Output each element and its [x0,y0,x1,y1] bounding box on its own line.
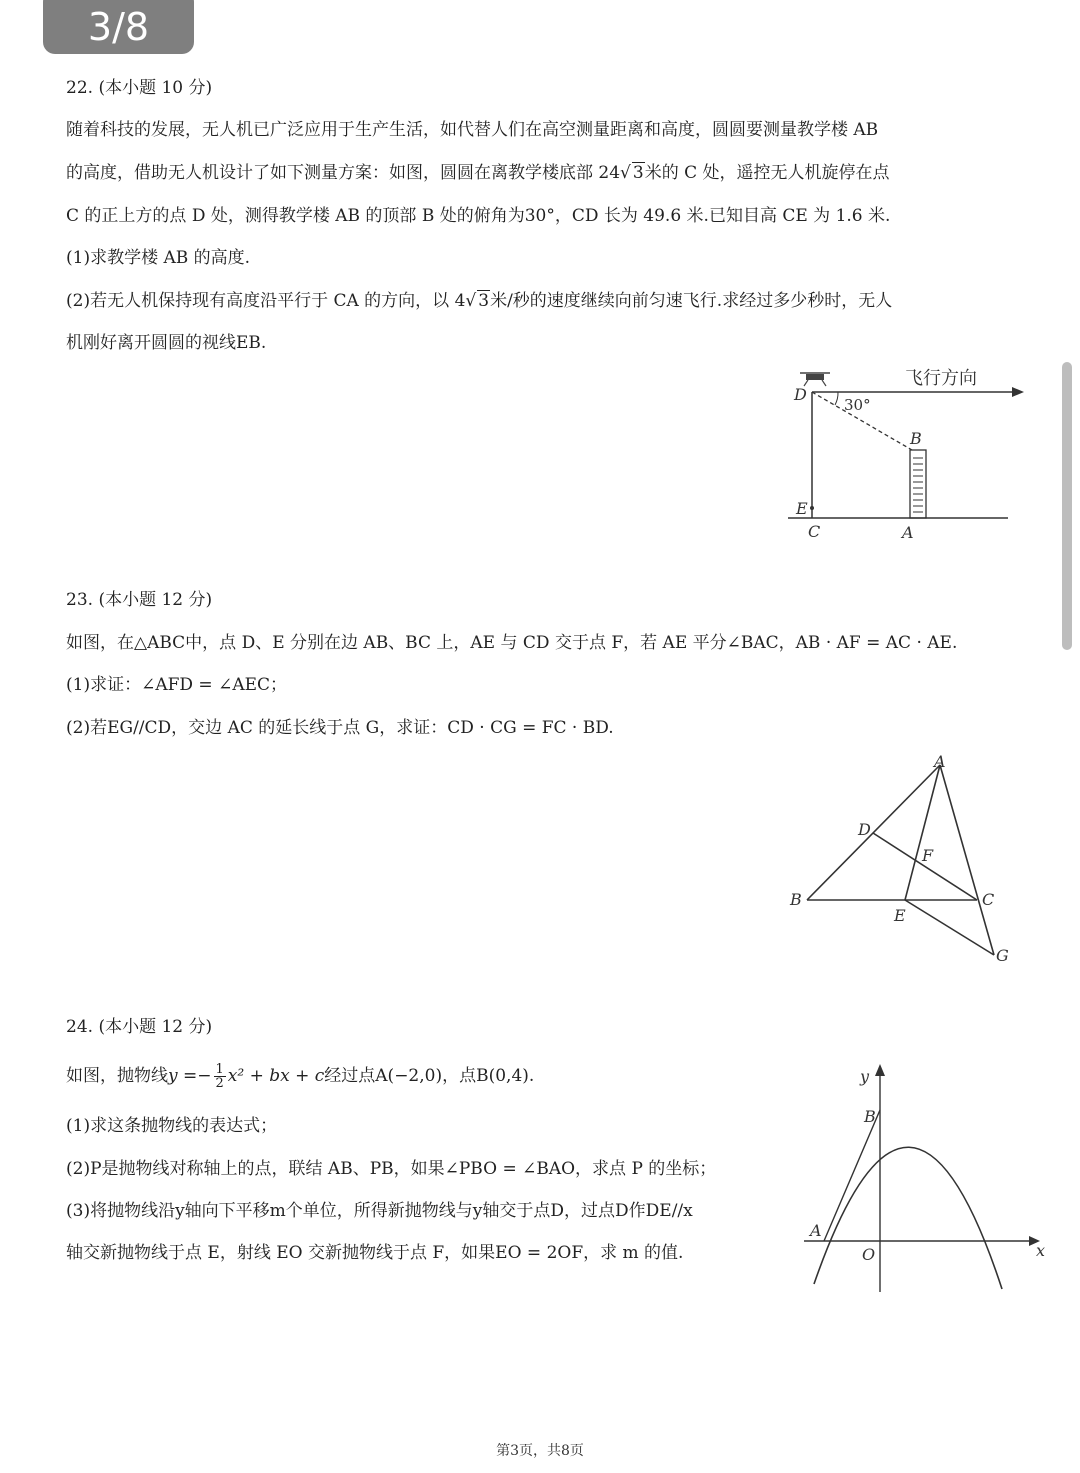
q22-part-1: (1)求教学楼 AB 的高度. [66,248,251,268]
scrollbar[interactable] [1062,362,1072,650]
label-F: F [922,846,934,865]
label-A: A [934,752,946,771]
q22-part-2-cont: 机刚好离开圆圆的视线EB. [66,333,267,353]
arrow-right-icon [1012,387,1024,397]
q23-part-1: (1)求证：∠AFD = ∠AEC； [66,675,288,695]
q22-line-3: C 的正上方的点 D 处，测得教学楼 AB 的顶部 B 处的俯角为30°，CD 长为 49.6 米.已知目高 CE 为 1.6 米. [66,206,891,226]
label-G: G [996,946,1009,965]
parabola [814,1147,1002,1289]
label-A: A [810,1221,822,1240]
label-O: O [862,1245,876,1264]
q24-part-1: (1)求这条抛物线的表达式； [66,1116,278,1136]
q23-part-2: (2)若EG//CD，交边 AC 的延长线于点 G，求证：CD · CG = FC · BD. [66,718,614,738]
q23-figure [780,745,1030,970]
q23-line-1: 如图，在△ABC中，点 D、E 分别在边 AB、BC 上，AE 与 CD 交于点 F，若 AE 平分∠BAC，AB · AF = AC · AE. [66,633,958,653]
label-E: E [894,906,906,925]
label-B: B [790,890,802,909]
angle-label: 30° [844,396,871,414]
page-indicator: 3/8 [43,0,194,54]
label-C: C [982,890,995,909]
q24-part-3: (3)将抛物线沿y轴向下平移m个单位，所得新抛物线与y轴交于点D，过点D作DE//x [66,1201,693,1221]
q22-figure [780,360,1040,545]
q24-line-1: 如图，抛物线y =− $\frac{1}{2}$ x² + bx + c经过点A(−2,0)，点B(0,4). [66,1062,535,1091]
label-y: y [860,1067,870,1086]
label-C: C [808,522,821,541]
label-B: B [864,1107,876,1126]
flight-direction-label: 飞行方向 [905,368,977,389]
q22-part-2: (2)若无人机保持现有高度沿平行于 CA 的方向，以 4√ 3米/秒的速度继续向前匀速飞行.求经过多少秒时，无人 [66,291,893,311]
q23-header: 23. (本小题 12 分) [66,590,213,610]
q24-figure [800,1060,1050,1300]
label-E: E [796,499,808,518]
q24-part-2: (2)P是抛物线对称轴上的点，联结 AB、PB，如果∠PBO = ∠BAO，求点 P 的坐标； [66,1159,717,1179]
label-D: D [794,385,807,404]
label-A: A [902,523,914,542]
q24-header: 24. (本小题 12 分) [66,1017,213,1037]
building [910,450,926,518]
q22-line-1: 随着科技的发展，无人机已广泛应用于生产生活，如代替人们在高空测量距离和高度，圆圆要测量教学楼 AB [66,120,879,140]
y-arrow-icon [875,1064,885,1076]
q24-part-3-cont: 轴交新抛物线于点 E，射线 EO 交新抛物线于点 F，如果EO = 2OF，求 m 的值. [66,1243,684,1263]
label-x: x [1036,1241,1046,1260]
label-D: D [858,820,871,839]
label-B: B [910,429,922,448]
page-footer: 第3页，共8页 [496,1443,584,1459]
q22-header: 22. (本小题 10 分) [66,78,213,98]
q22-line-2: 的高度，借助无人机设计了如下测量方案：如图，圆圆在离教学楼底部 24√ 3米的 C 处，遥控无人机旋停在点 [66,163,890,183]
